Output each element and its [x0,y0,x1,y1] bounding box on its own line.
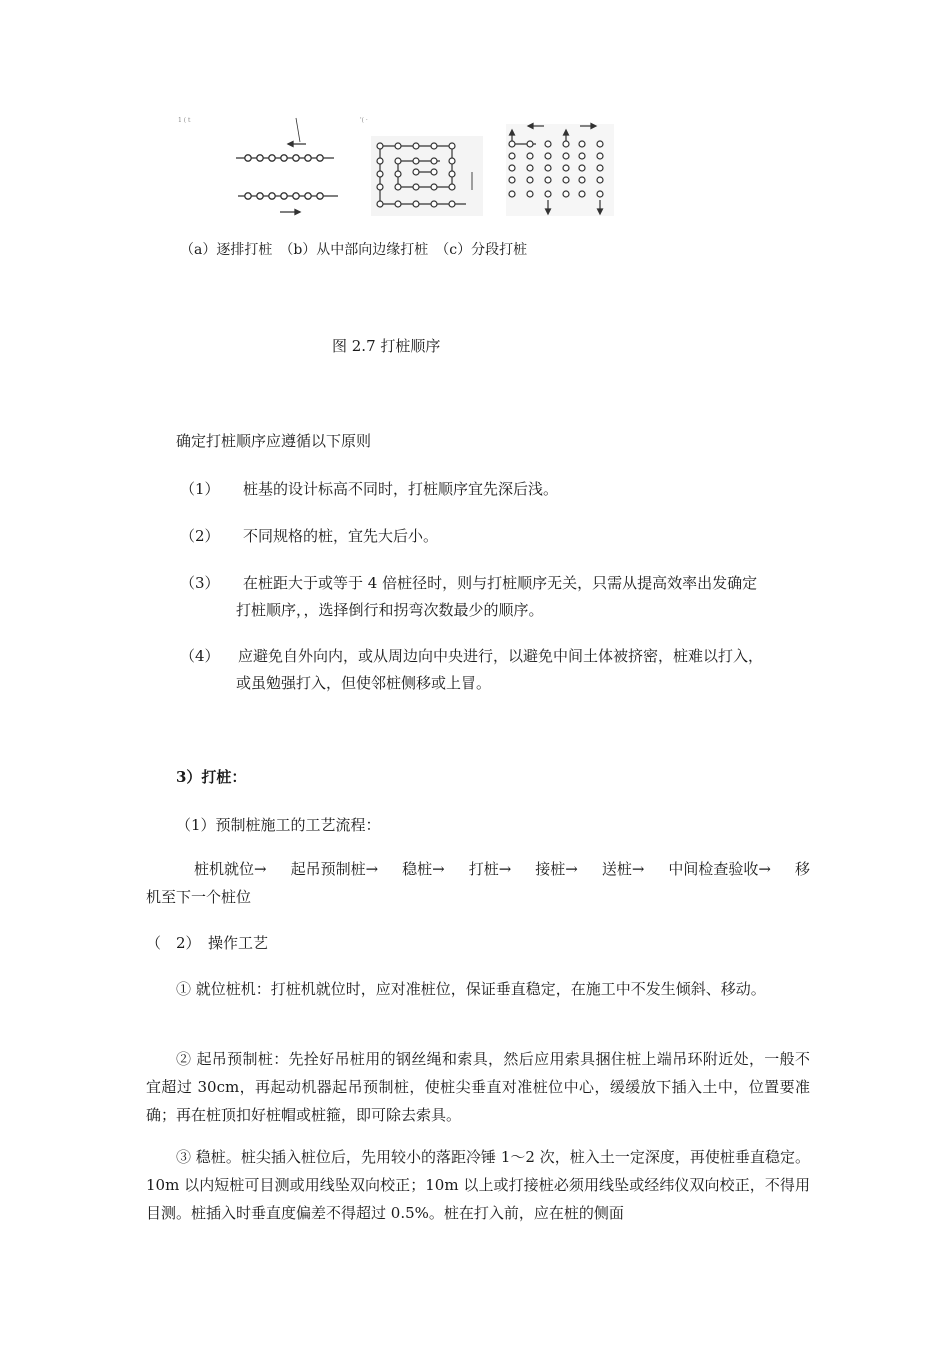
flow-continuation: 机至下一个桩位 [146,888,252,906]
diagram-a-row-by-row [178,117,338,215]
diagram-b-center-outward [360,117,483,216]
flow-step: 稳桩→ [402,860,445,878]
step-2-paragraph: ② 起吊预制桩：先拴好吊桩用的钢丝绳和索具，然后应用索具捆住桩上端吊环附近处，一般不宜超过 30cm，再起动机器起吊预制桩，使桩尖垂直对准桩位中心，缓缓放下插入土中，位置要准确；再在桩顶扣好桩帽或桩箍，即可除去索具。 [146,1050,810,1124]
principle-3-line-2: 打桩顺序，，选择倒行和拐弯次数最少的顺序。 [236,601,544,619]
flow-step: 桩机就位→ [194,860,267,878]
step-3-paragraph: ③ 稳桩。桩尖插入桩位后，先用较小的落距冷锤 1～2 次，桩入土一定深度，再使桩垂直稳定。10m 以内短桩可目测或用线坠双向校正；10m 以上或打接桩必须用线坠或经纬仪双向校正，不得用目测。桩插入时垂直度偏差不得超过 0.5%。桩在打入前，应在桩的侧面 [146,1148,810,1222]
pile-order-figure [176,112,616,220]
flow-step: 中间检查验收→ [668,860,771,878]
flow-step: 起吊预制桩→ [290,860,379,878]
process-flow [146,855,810,911]
figure-caption: 图 2.7 打桩顺序 [332,337,441,355]
figure-subcaptions: （a）逐排打桩 （b）从中部向边缘打桩 （c）分段打桩 [180,242,528,258]
principle-3-line-1: 在桩距大于或等于 4 倍桩径时，则与打桩顺序无关，只需从提高效率出发确定 [243,574,758,592]
flow-step: 接桩→ [535,860,578,878]
svg-text:'( ·: '( · [360,117,368,124]
flow-step: 移 [794,860,810,878]
section-3-heading: 3）打桩： [176,768,247,786]
flow-step: 送桩→ [601,860,645,878]
principle-1-number: （1） [180,480,220,498]
principle-1-text: 桩基的设计标高不同时，打桩顺序宜先深后浅。 [243,480,559,498]
process-flow-heading: （1）预制桩施工的工艺流程： [176,816,381,834]
principles-intro: 确定打桩顺序应遵循以下原则 [176,432,372,450]
step-1-paragraph: ① 就位桩机：打桩机就位时，应对准桩位，保证垂直稳定，在施工中不发生倾斜、移动。 [176,980,766,998]
principle-4-line-1: 应避免自外向内，或从周边向中央进行，以避免中间土体被挤密，桩难以打入， [238,647,764,665]
principle-2-number: （2） [180,527,220,545]
flow-step: 打桩→ [468,860,512,878]
principle-4-line-2: 或虽勉强打入，但使邻桩侧移或上冒。 [236,674,492,692]
diagram-c-segmented [506,124,614,217]
operation-heading: （ 2） 操作工艺 [146,934,269,952]
svg-text:1 ( t: 1 ( t [178,117,191,124]
principle-4-number: （4） [180,647,220,665]
principle-2-text: 不同规格的桩，宜先大后小。 [243,527,439,545]
principle-3-number: （3） [180,574,220,592]
